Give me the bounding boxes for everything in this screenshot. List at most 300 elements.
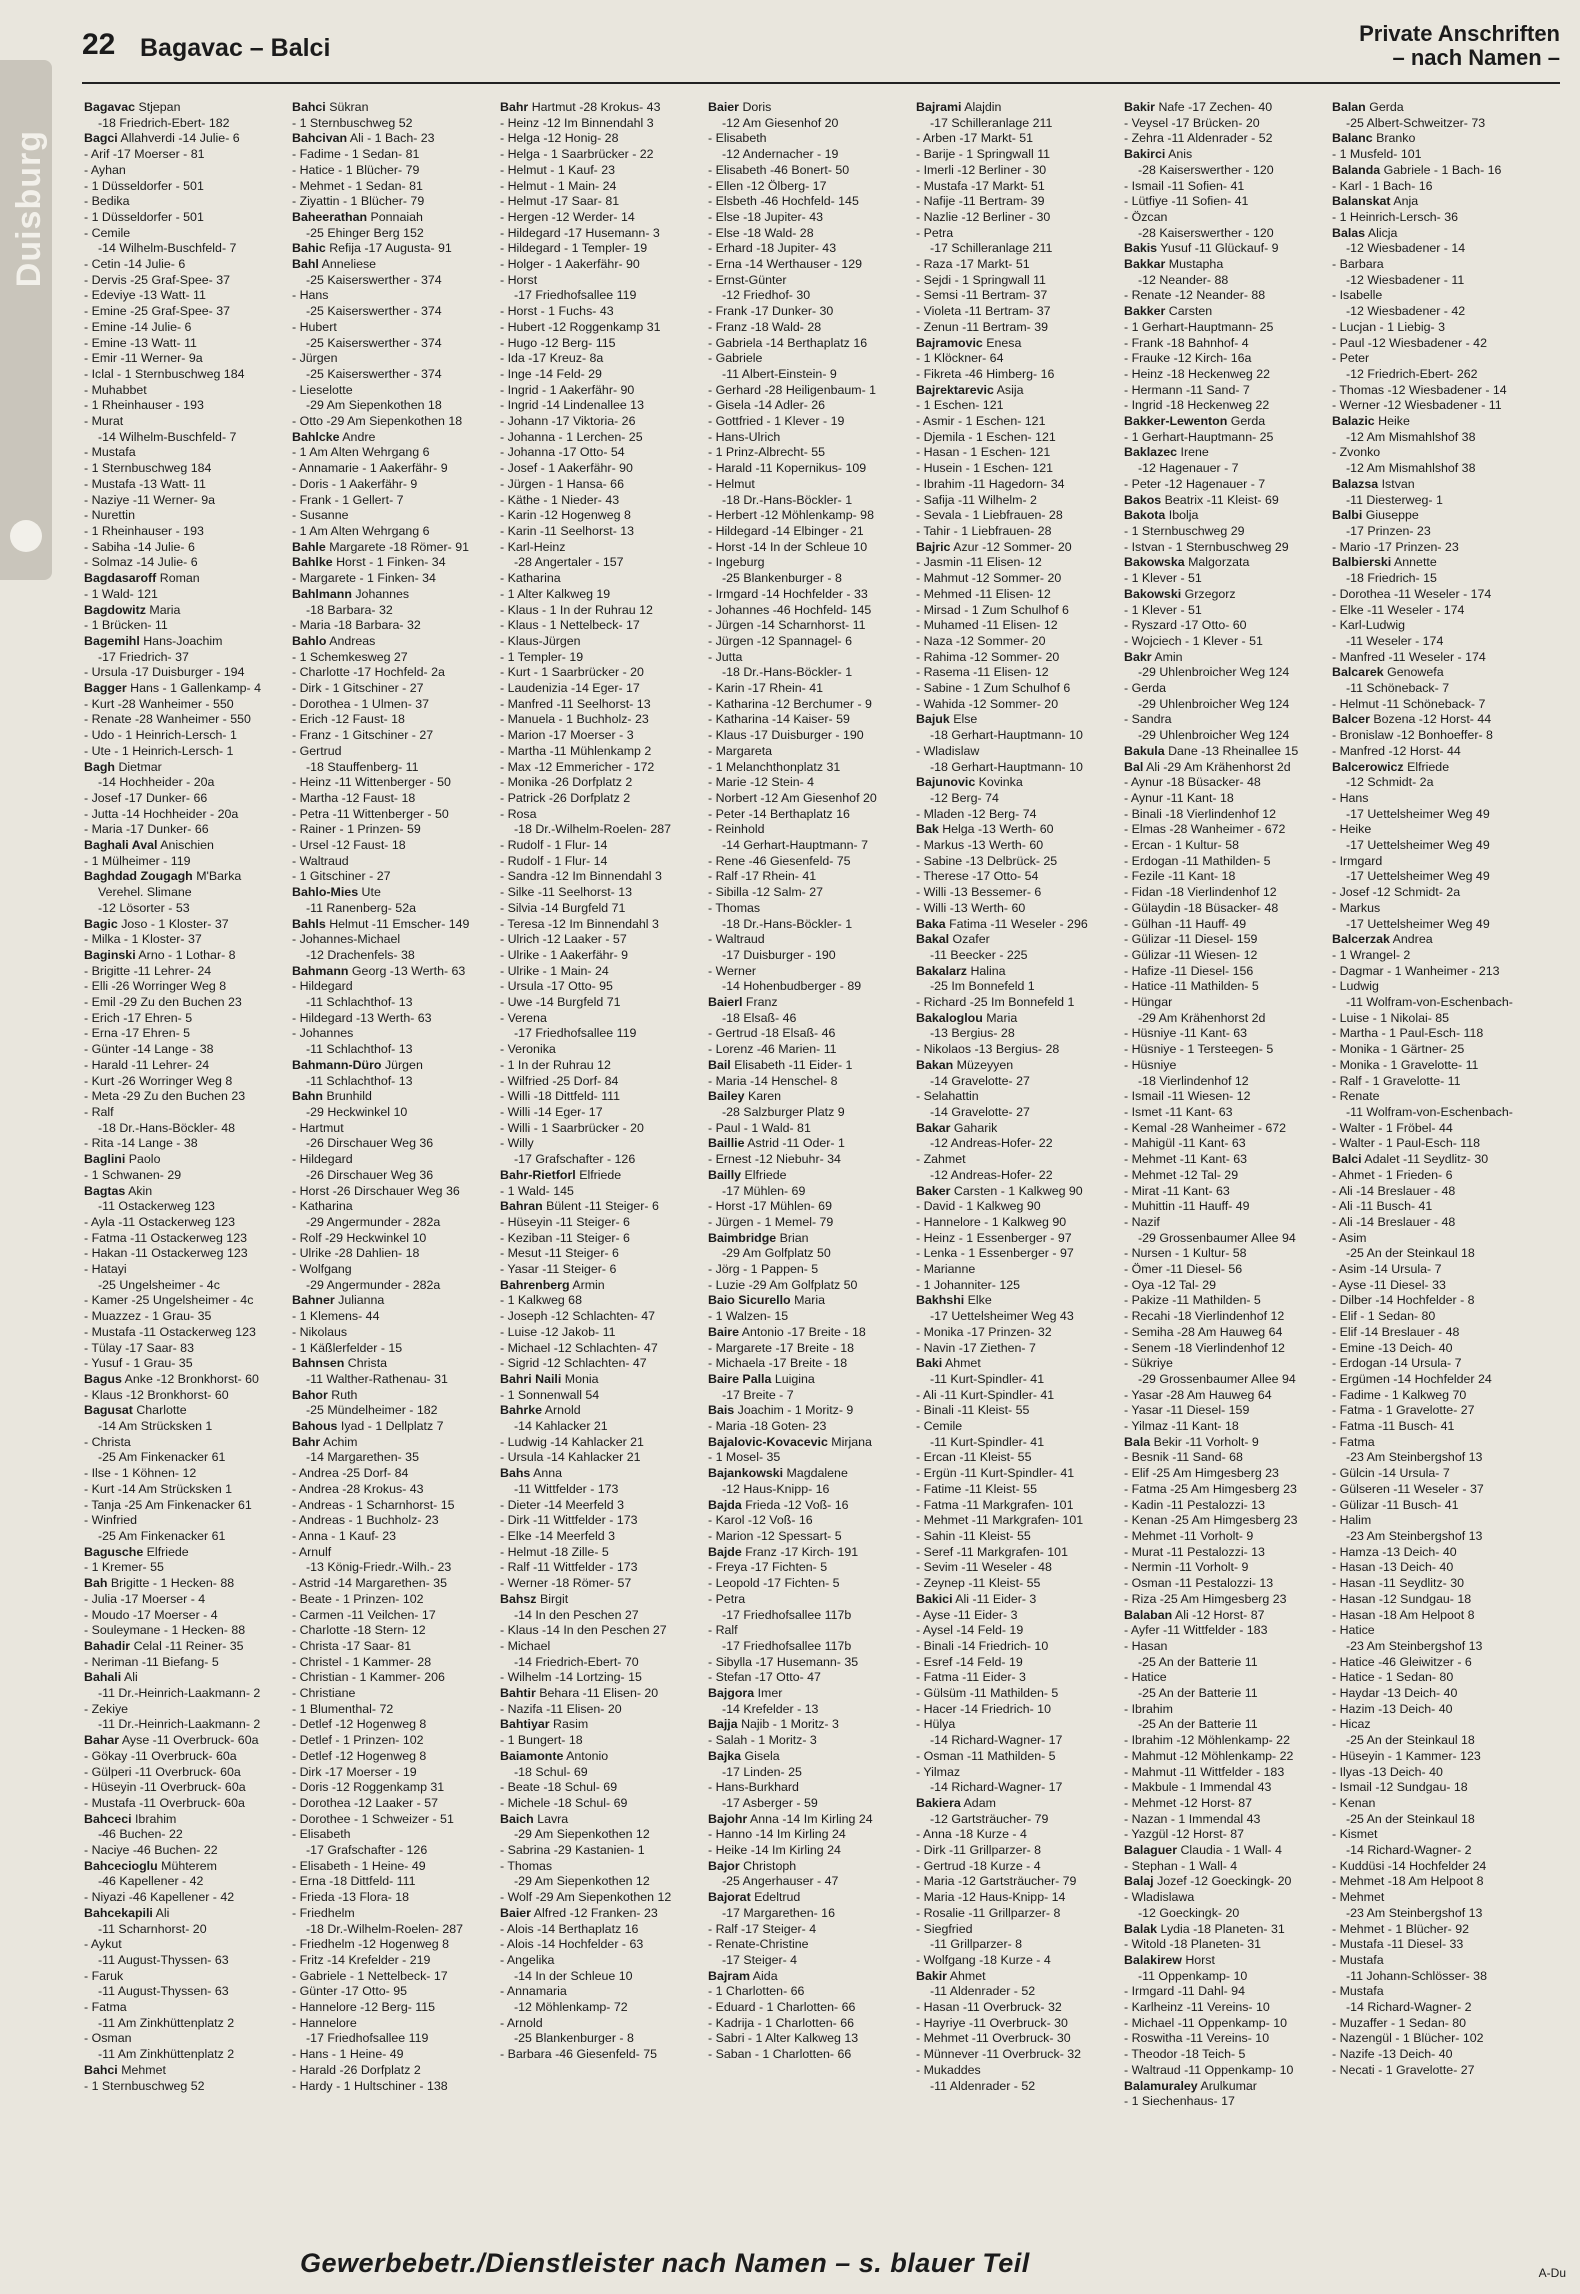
listing-entry [84,1576,288,1592]
entry-text: - Heinz -12 Im Binnendahl 3 [500,115,654,130]
entry-text: - Erna -17 Ehren- 5 [84,1026,191,1041]
entry-text: - Naciye -46 Buchen- 22 [84,1843,218,1858]
listing-entry [1332,461,1536,477]
listing-entry [500,1796,704,1812]
listing-entry [500,697,704,713]
entry-text: - Nazan - 1 Immendal 43 [1124,1811,1261,1826]
entry-text: - Emine -25 Graf-Spee- 37 [84,304,230,319]
listing-entry [500,445,704,461]
surname: Bagci [84,131,118,146]
entry-text: Azur -12 Sommer- 20 [953,539,1072,554]
entry-text: -13 König-Friedr.-Wilh.- 23 [306,1560,452,1575]
listing-entry [84,854,288,870]
entry-text: - Cemile [84,225,131,240]
entry-text: -14 Am Strücksken 1 [98,1419,213,1434]
listing-entry [1332,241,1536,257]
entry-text: - Ingrid -14 Lindenallee 13 [500,398,644,413]
listing-entry [916,587,1120,603]
surname: Balaguer [1124,1843,1178,1858]
listing-entry [292,1874,496,1890]
entry-text: - Maria -17 Dunker- 66 [84,822,209,837]
surname: Bahceci [84,1811,132,1826]
listing-entry [84,1498,288,1514]
listing-entry [84,1859,288,1875]
listing-entry [916,1419,1120,1435]
entry-text: Joachim - 1 Moritz- 9 [737,1403,854,1418]
listing-entry [1332,508,1536,524]
listing-entry [292,1576,496,1592]
listing-entry [84,948,288,964]
listing-entry [500,1074,704,1090]
entry-text: - Salah - 1 Moritz- 3 [708,1733,817,1748]
listing-entry [84,163,288,179]
entry-text: -29 Heckwinkel 10 [306,1105,408,1119]
listing-entry [1124,116,1328,132]
listing-entry [292,1498,496,1514]
listing-entry [1124,493,1328,509]
entry-text: - Wilfried -25 Dorf- 84 [500,1073,619,1088]
listing-entry [708,854,912,870]
entry-text: - Andrea -25 Dorf- 84 [292,1466,409,1481]
footer-note: Gewerbebetr./Dienstleister nach Namen – s. blauer Teil [300,2248,1030,2278]
entry-text: - Ralf [84,1105,114,1119]
entry-text: - Hildegard [292,979,353,994]
listing-entry [1124,241,1328,257]
entry-text: - 1 Gerhart-Hauptmann- 25 [1124,319,1274,334]
entry-text: Irene [1180,445,1209,460]
entry-text: - Ludwig -14 Kahlacker 21 [500,1434,644,1449]
entry-text: - Gülizar -11 Wiesen- 12 [1124,947,1258,962]
listing-entry [292,1388,496,1404]
listing-entry [500,194,704,210]
listing-entry [292,1450,496,1466]
entry-text: - Murat -11 Pestalozzi- 13 [1124,1544,1265,1559]
listing-entry [292,1058,496,1074]
listing-entry [292,1796,496,1812]
listing-entry [500,1325,704,1341]
entry-text: - Barbara [1332,257,1384,272]
entry-text: - Frank -18 Bahnhof- 4 [1124,335,1249,350]
listing-entry [1124,948,1328,964]
entry-text: -17 Schilleranlage 211 [930,115,1053,130]
entry-text: - Hans-Burkhard [708,1780,799,1795]
entry-text: Ali [155,1905,170,1920]
surname: Bais [708,1403,735,1418]
entry-text: - Jörg - 1 Pappen- 5 [708,1262,819,1277]
listing-entry [1124,917,1328,933]
listing-entry [708,1309,912,1325]
entry-text: - Reinhold [708,822,765,837]
entry-text: - Rasema -11 Elisen- 12 [916,665,1049,680]
listing-entry [916,1937,1120,1953]
listing-entry [916,1623,1120,1639]
listing-entry [84,917,288,933]
listing-entry [916,1906,1120,1922]
entry-text: - Erna -18 Dittfeld- 111 [292,1874,416,1889]
listing-entry [84,210,288,226]
listing-entry [84,744,288,760]
listing-entry [1124,697,1328,713]
listing-entry [500,822,704,838]
entry-text: Hans-Joachim [143,633,223,648]
listing-entry [916,1498,1120,1514]
entry-text: - Wolfgang [292,1262,352,1277]
listing-entry [1124,2016,1328,2032]
entry-text: - Ömer -11 Diesel- 56 [1124,1262,1243,1277]
entry-text: - Andreas - 1 Buchholz- 23 [292,1513,439,1528]
entry-text: - Rainer - 1 Prinzen- 59 [292,822,421,837]
entry-text: - Michele -18 Schul- 69 [500,1795,628,1810]
entry-text: - Jasmin -11 Elisen- 12 [916,555,1042,570]
entry-text: - Ziyattin - 1 Blücher- 79 [292,194,425,209]
entry-text: -25 Angerhauser - 47 [722,1874,839,1889]
listing-entry [916,1026,1120,1042]
entry-text: - Hartmut [292,1120,344,1135]
entry-text: - Annamarie - 1 Aakerfähr- 9 [292,461,448,476]
entry-text: - Kemal -28 Wanheimer - 672 [1124,1120,1287,1135]
entry-text: - 1 Walzen- 15 [708,1309,789,1324]
listing-entry [1332,100,1536,116]
entry-text: -17 Friedhofsallee 117b [722,1638,852,1653]
entry-text: - Uwe -14 Burgfeld 71 [500,995,621,1010]
entry-text: - 1 Siechenhaus- 17 [1124,2094,1235,2109]
entry-text: - Nurettin [84,508,135,523]
entry-text: - Arben -17 Markt- 51 [916,131,1034,146]
listing-entry [708,1969,912,1985]
entry-text: - Paul -12 Wiesbadener - 42 [1332,335,1487,350]
entry-text: -25 An der Steinkaul 18 [1346,1811,1475,1826]
listing-entry [84,964,288,980]
listing-entry [84,555,288,571]
entry-text: - Udo - 1 Heinrich-Lersch- 1 [84,728,237,743]
entry-text: - Michael [500,1638,551,1653]
entry-text: -17 Asberger - 59 [722,1795,818,1810]
listing-entry [1124,838,1328,854]
listing-entry [1332,712,1536,728]
entry-text: Ali [123,1670,138,1685]
listing-entry [916,1859,1120,1875]
listing-entry [1332,1152,1536,1168]
listing-entry [292,1011,496,1027]
listing-entry [1332,1890,1536,1906]
listing-entry [1332,2047,1536,2063]
listing-entry [1124,1859,1328,1875]
listing-entry [1124,1278,1328,1294]
entry-text: Ahmet [949,1968,986,1983]
listing-entry [916,508,1120,524]
listing-entry [1124,477,1328,493]
listing-entry [1332,524,1536,540]
listing-entry [1332,791,1536,807]
entry-text: - Renate-Christine [708,1937,809,1952]
listing-entry [1124,351,1328,367]
entry-text: Helga -13 Werth- 60 [942,822,1054,837]
entry-text: - 1 Musfeld- 101 [1332,147,1422,162]
entry-text: - Yazgül -12 Horst- 87 [1124,1827,1245,1842]
entry-text: -12 Haus-Knipp- 16 [722,1481,830,1496]
listing-entry [292,477,496,493]
entry-text: - Winfried [84,1513,138,1528]
listing-entry [292,995,496,1011]
listing-entry [84,995,288,1011]
surname: Bakirci [1124,147,1166,162]
entry-text: - Zekiye [84,1701,129,1716]
listing-entry [292,1403,496,1419]
entry-text: Akin [128,1183,153,1198]
listing-entry [84,665,288,681]
listing-entry [292,932,496,948]
listing-entry [500,1953,704,1969]
entry-text: - Klaus -17 Duisburger - 190 [708,728,864,743]
entry-text: - Zehra -11 Aldenrader - 52 [1124,131,1273,146]
entry-text: - Marie -12 Stein- 4 [708,775,815,790]
entry-text: Imer [757,1686,783,1701]
entry-text: - Norbert -12 Am Giesenhof 20 [708,790,877,805]
listing-entry [916,712,1120,728]
entry-text: Anneliese [321,257,377,272]
entry-text: - Sabrina -29 Kastanien- 1 [500,1843,645,1858]
listing-entry [916,1827,1120,1843]
entry-text: - Christel - 1 Kammer- 28 [292,1654,432,1669]
listing-entry [84,681,288,697]
listing-entry [84,2016,288,2032]
listing-entry [84,1733,288,1749]
listing-entry [708,2000,912,2016]
listing-entry [1124,1780,1328,1796]
listing-entry [1332,1278,1536,1294]
entry-text: - Gertrud [292,743,342,758]
listing-entry [500,1513,704,1529]
entry-text: - Recahi -18 Vierlindenhof 12 [1124,1309,1285,1324]
entry-text: -11 Schlachthof- 13 [306,1073,413,1088]
listing-entry [708,650,912,666]
listing-entry [292,1608,496,1624]
tab-marker-icon [10,520,42,552]
listing-entry [292,508,496,524]
surname: Bahr-Rietforl [500,1167,576,1182]
entry-text: - 1 Brücken- 11 [84,618,168,633]
listing-entry [916,1717,1120,1733]
listing-entry [708,634,912,650]
listing-entry [1124,257,1328,273]
surname: Bail [708,1057,731,1072]
listing-entry [500,1372,704,1388]
entry-text: - Margarete -17 Breite - 18 [708,1340,854,1355]
entry-text: - Muhittin -11 Hauff- 49 [1124,1199,1250,1214]
entry-text: - Nikolaus [292,1324,348,1339]
listing-entry [708,1388,912,1404]
listing-entry [84,1011,288,1027]
listing-entry [500,116,704,132]
entry-text: Ute [361,885,381,900]
listing-entry [292,288,496,304]
entry-text: -29 Am Siepenkothen 12 [514,1827,650,1842]
entry-text: -18 Dr.-Hans-Böckler- 48 [98,1120,236,1135]
entry-text: - Dirk - 1 Gitschiner - 27 [292,681,424,696]
entry-text: -11 Kurt-Spindler- 41 [930,1434,1045,1449]
listing-entry [1332,587,1536,603]
entry-text: -17 Grafschafter - 126 [514,1152,636,1167]
surname: Bahali [84,1670,122,1685]
entry-text: - Hatice - 1 Sedan- 80 [1332,1670,1454,1685]
entry-text: Arnold [544,1403,581,1418]
entry-text: - Asim -14 Ursula- 7 [1332,1262,1442,1277]
entry-text: - Mustafa -13 Watt- 11 [84,476,206,491]
listing-entry [1332,1309,1536,1325]
surname: Bakis [1124,241,1158,256]
listing-entry [84,1655,288,1671]
listing-entry [1124,1450,1328,1466]
listing-entry [916,1702,1120,1718]
listing-entry [708,1215,912,1231]
entry-text: - Walter - 1 Fröbel- 44 [1332,1120,1453,1135]
listing-entry [1124,603,1328,619]
surname: Bala [1124,1434,1151,1449]
entry-text: Roman [159,571,200,586]
surname: Bakkar [1124,257,1166,272]
listing-entry [1332,1780,1536,1796]
entry-text: -14 Wilhelm-Buschfeld- 7 [98,429,237,444]
listing-entry [708,1733,912,1749]
entry-text: - Freya -17 Fichten- 5 [708,1560,828,1575]
entry-text: - Hatice [1124,1670,1167,1685]
entry-text: - Senem -18 Vierlindenhof 12 [1124,1340,1285,1355]
surname: Bahmann-Düro [292,1057,382,1072]
listing-entry [916,760,1120,776]
entry-text: -18 Friedrich- 15 [1346,571,1437,586]
listing-entry [1124,1717,1328,1733]
entry-text: -14 Richard-Wagner- 2 [1346,1843,1472,1858]
entry-text: - Witold -18 Planeten- 31 [1124,1937,1262,1952]
listing-entry [1124,665,1328,681]
listing-entry [292,618,496,634]
listing-entry [708,508,912,524]
listing-entry [84,1246,288,1262]
entry-text: Paolo [128,1152,161,1167]
entry-text: - Kuddüsi -14 Hochfelder 24 [1332,1858,1487,1873]
entry-text: -11 Ostackerweg 123 [98,1199,215,1214]
entry-text: - Franz -18 Wald- 28 [708,319,822,334]
listing-entry [84,430,288,446]
listing-entry [916,398,1120,414]
entry-text: - 1 Sternbuschweg 29 [1124,523,1245,538]
listing-entry [292,1969,496,1985]
listing-entry [1332,822,1536,838]
entry-text: - Fritz -14 Krefelder - 219 [292,1952,431,1967]
listing-entry [1124,147,1328,163]
listing-entry [292,1042,496,1058]
listing-entry [708,367,912,383]
listing-entry [708,273,912,289]
entry-text: - Semiha -28 Am Hauweg 64 [1124,1324,1283,1339]
listing-entry [500,1168,704,1184]
listing-entry [708,1639,912,1655]
surname: Bak [916,822,939,837]
listing-entry [292,2016,496,2032]
surname: Bakhshi [916,1293,965,1308]
listing-entry [1124,1529,1328,1545]
entry-text: - Sevala - 1 Liebfrauen- 28 [916,508,1063,523]
entry-text: Andre [342,429,376,444]
listing-entry [1332,336,1536,352]
entry-text: - Brigitte -11 Lehrer- 24 [84,963,212,978]
listing-entry [292,712,496,728]
listing-entry [84,367,288,383]
listing-entry [1124,555,1328,571]
entry-text: - Hatayi [84,1262,127,1277]
listing-entry [708,1859,912,1875]
listing-entry [708,1089,912,1105]
entry-text: - Erdogan -11 Mathilden- 5 [1124,853,1271,868]
entry-text: - Annamaria [500,1984,567,1999]
surname: Balbi [1332,508,1363,523]
listing-entry [1124,760,1328,776]
listing-entry [916,885,1120,901]
entry-text: - Susanne [292,508,349,523]
entry-text: Stjepan [138,100,181,114]
entry-text: - Hamza -13 Deich- 40 [1332,1544,1457,1559]
entry-text: Elfriede [579,1167,622,1182]
entry-text: - Hasan - 1 Eschen- 121 [916,445,1051,460]
listing-entry [500,634,704,650]
listing-entry [500,775,704,791]
entry-text: - Hatice - 1 Blücher- 79 [292,162,420,177]
listing-entry [84,885,288,901]
listing-entry [84,1042,288,1058]
entry-text: Ozafer [952,932,990,947]
surname: Bahri Naili [500,1371,562,1386]
surname: Bakiera [916,1795,961,1810]
listing-entry [84,1545,288,1561]
listing-entry [916,1262,1120,1278]
entry-text: - Ibrahim -12 Möhlenkamp- 22 [1124,1733,1290,1748]
listing-entry [500,1278,704,1294]
listing-entry [84,1890,288,1906]
listing-entry [500,1922,704,1938]
listing-entry [500,1089,704,1105]
listing-entry [1124,1655,1328,1671]
entry-text: - Doris -12 Roggenkamp 31 [292,1780,445,1795]
entry-text: - Werner [708,963,756,978]
entry-text: - Osman -11 Pestalozzi- 13 [1124,1576,1274,1591]
entry-text: -18 Dr.-Hans-Böckler- 1 [722,492,853,507]
entry-text: - Thomas [708,900,761,915]
listing-entry [1332,1168,1536,1184]
listing-entry [1332,1859,1536,1875]
entry-text: -18 Dr.-Wilhelm-Roelen- 287 [306,1921,463,1936]
entry-text: - Violeta -11 Bertram- 37 [916,304,1051,319]
listing-entry [1332,964,1536,980]
listing-entry [292,1356,496,1372]
listing-entry [292,2047,496,2063]
listing-entry [292,1984,496,2000]
listing-entry [84,1482,288,1498]
entry-text: -11 Walther-Rathenau- 31 [306,1371,448,1386]
entry-text: -17 Schilleranlage 211 [930,241,1053,256]
listing-entry [916,304,1120,320]
listing-entry [708,1498,912,1514]
entry-text: - Hakan -11 Ostackerweg 123 [84,1246,248,1261]
listing-entry [292,430,496,446]
entry-text: Grzegorz [1184,586,1236,601]
entry-text: Gaharik [953,1120,998,1135]
listing-entry [292,1325,496,1341]
listing-entry [916,1372,1120,1388]
entry-text: Doris [742,100,772,114]
entry-text: Julianna [338,1293,385,1308]
entry-text: - Irmgard -14 Hochfelder - 33 [708,586,868,601]
entry-text: - Heinz - 1 Essenberger - 97 [916,1230,1072,1245]
